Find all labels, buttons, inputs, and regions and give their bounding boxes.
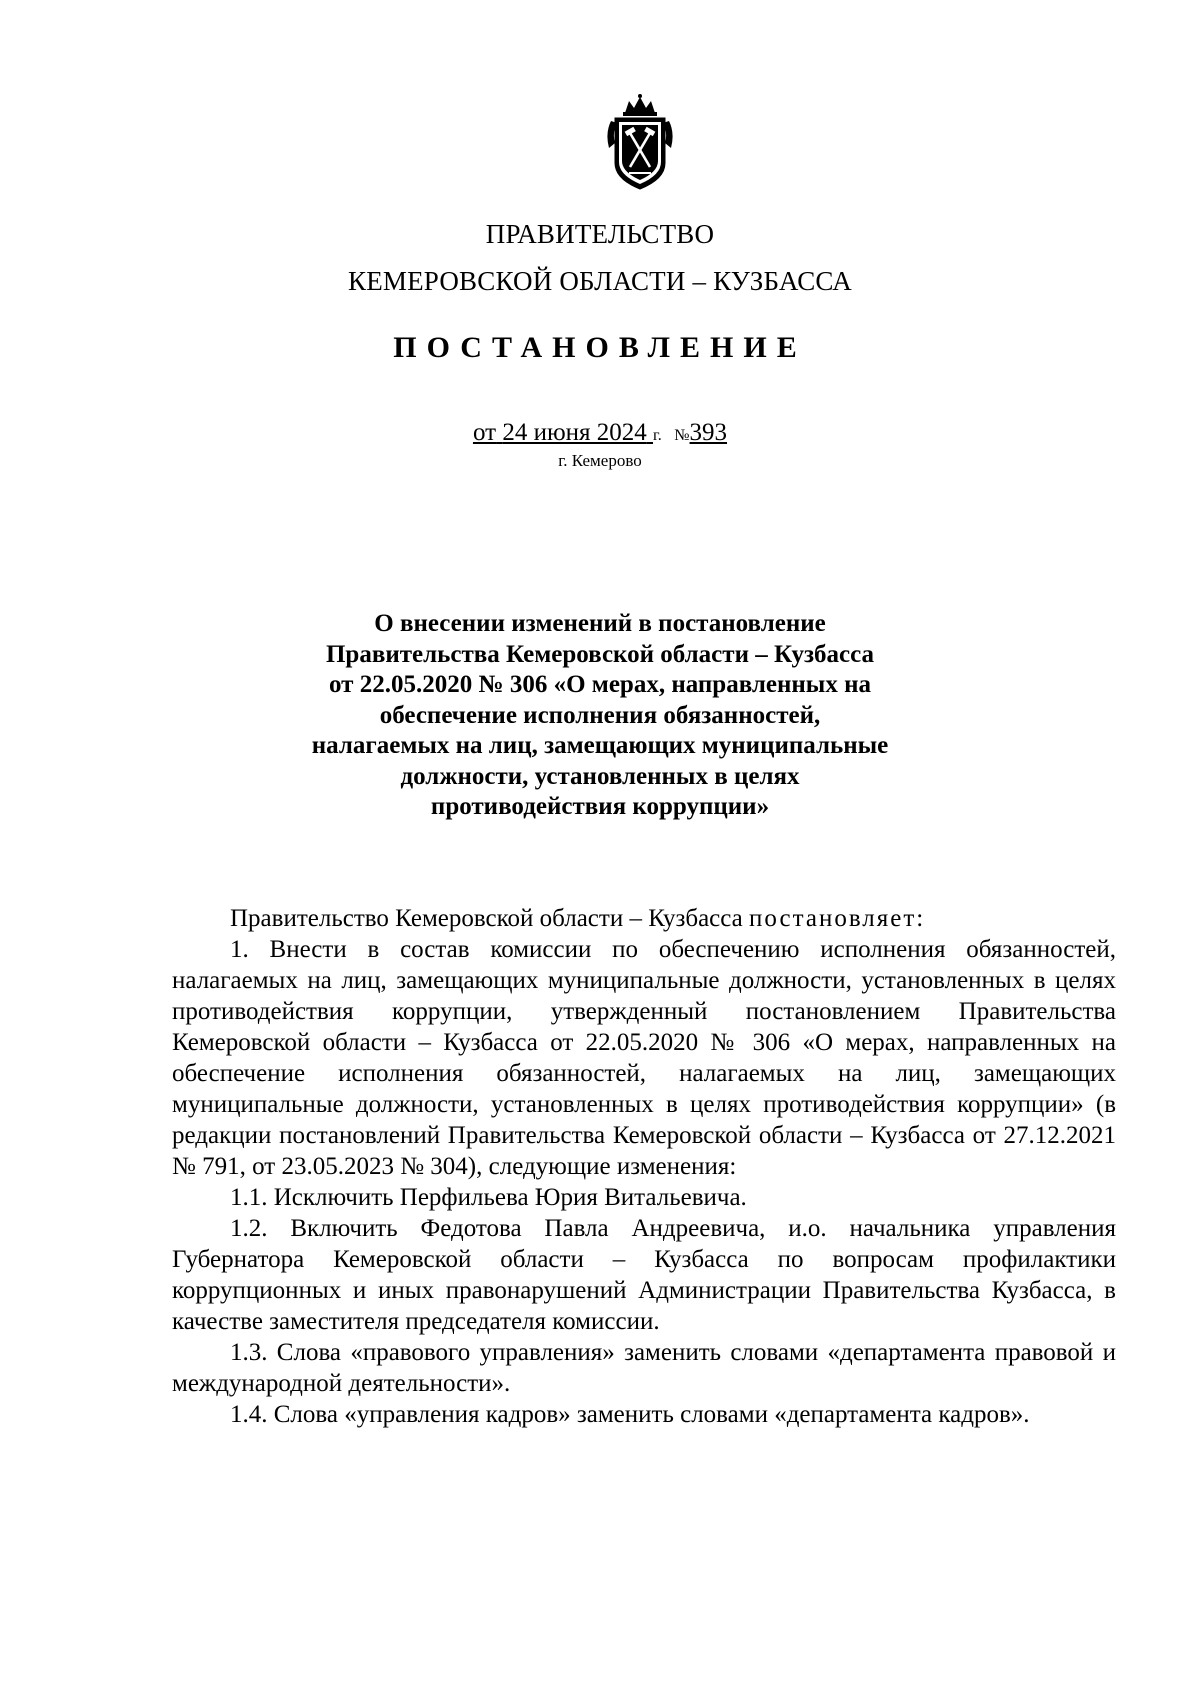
document-date: 24 июня 2024 xyxy=(502,419,647,446)
paragraph-1-2: 1.2. Включить Федотова Павла Андреевича, и.о. начальника управления Губернатора Кемеровской области – Кузбасса по вопросам профилактики коррупционных и иных правонарушений Администрации Правительства Кузбасса, в качестве заместителя председателя комиссии. xyxy=(172,1215,1116,1335)
date-number-line xyxy=(0,418,1200,451)
title-line: от 22.05.2020 № 306 «О мерах, направленных на xyxy=(329,671,871,698)
number-sign: № xyxy=(674,427,690,444)
title-line: противодействия коррупции» xyxy=(430,793,770,820)
city: г. Кемерово xyxy=(558,451,642,470)
intro-text: Правительство Кемеровской области – Кузбасса xyxy=(230,905,743,932)
title-line: должности, установленных в целях xyxy=(400,762,800,790)
paragraph-1-3: 1.3. Слова «правового управления» заменить словами «департамента правовой и международной деятельности». xyxy=(172,1339,1116,1397)
paragraph-1-1: 1.1. Исключить Перфильева Юрия Витальевича. xyxy=(230,1184,747,1211)
paragraph-1-4: 1.4. Слова «управления кадров» заменить словами «департамента кадров». xyxy=(230,1401,1030,1428)
paragraph-1: 1. Внести в состав комиссии по обеспечению исполнения обязанностей, налагаемых на лиц, замещающих муниципальные должности, установленных в целях противодействия коррупции, утвержденный постановлением Правительства Кемеровской области – Кузбасса от 22.05.2020 № 306 «О мерах, направленных на обеспечение исполнения обязанностей, налагаемых на лиц, замещающих муниципальные должности, установленных в целях противодействия коррупции» (в редакции постановлений Правительства Кемеровской области – Кузбасса от 27.12.2021 № 791, от 23.05.2023 № 304), следующие изменения: xyxy=(172,936,1116,1180)
intro-verb: постановляет: xyxy=(749,905,926,932)
title-line: О внесении изменений в постановление xyxy=(374,610,826,637)
coat-of-arms-icon xyxy=(603,93,677,193)
document-body xyxy=(172,903,1116,1430)
date-prefix: от xyxy=(472,419,497,446)
document-title xyxy=(260,609,940,823)
document-number: 393 xyxy=(689,419,728,446)
document-type: ПОСТАНОВЛЕНИЕ xyxy=(393,331,807,364)
intro-paragraph xyxy=(172,903,1116,934)
org-name-line2: КЕМЕРОВСКОЙ ОБЛАСТИ – КУЗБАССА xyxy=(348,266,852,296)
title-line: обеспечение исполнения обязанностей, xyxy=(379,701,821,729)
title-line: налагаемых на лиц, замещающих муниципальные xyxy=(311,732,889,759)
org-name-line1: ПРАВИТЕЛЬСТВО xyxy=(485,219,715,249)
date-year-suffix: г. xyxy=(653,427,662,444)
title-line: Правительства Кемеровской области – Кузбасса xyxy=(325,640,875,668)
